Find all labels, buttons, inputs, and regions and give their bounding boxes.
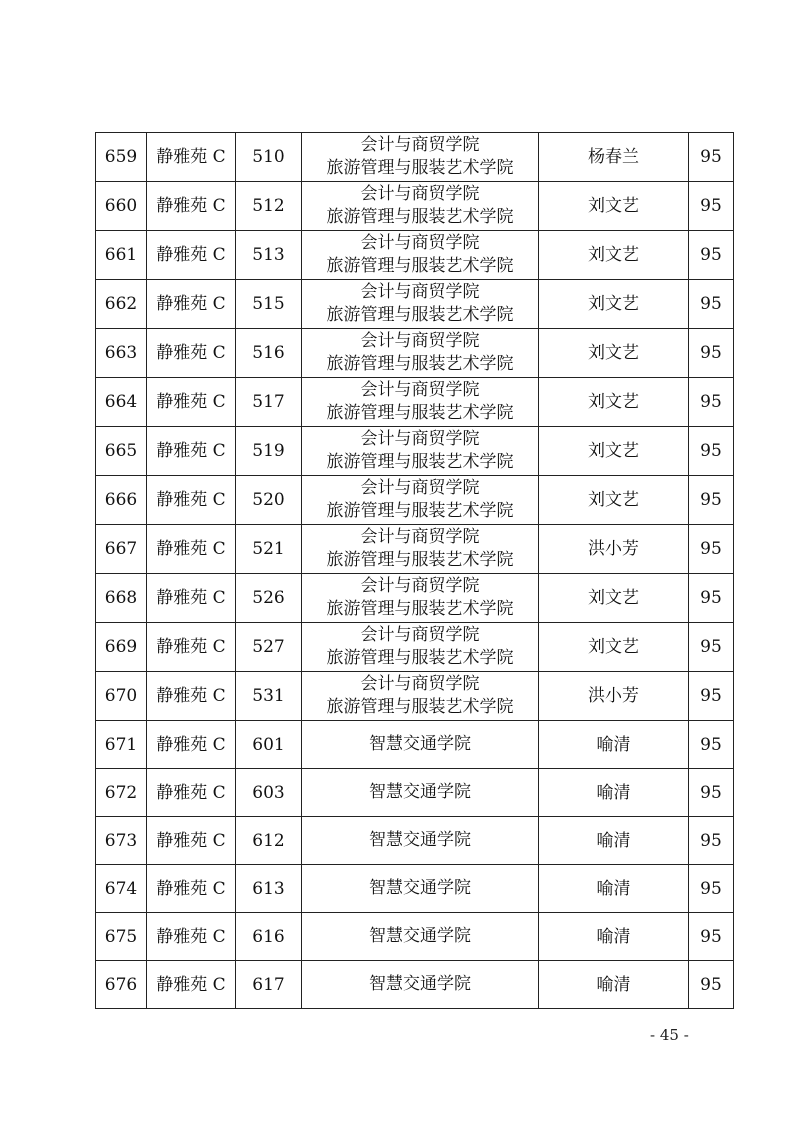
score-cell: 95 — [689, 913, 734, 961]
college-cell — [302, 231, 539, 280]
college-name-line: 智慧交通学院 — [369, 782, 471, 802]
college-name-line: 会计与商贸学院 — [360, 625, 480, 645]
row-number-cell: 667 — [96, 525, 147, 574]
building-cell: 静雅苑 C — [147, 672, 236, 721]
building-cell: 静雅苑 C — [147, 231, 236, 280]
score-cell: 95 — [689, 133, 734, 182]
building-cell: 静雅苑 C — [147, 525, 236, 574]
college-cell — [302, 280, 539, 329]
manager-cell: 刘文艺 — [539, 182, 689, 231]
manager-cell: 喻清 — [539, 817, 689, 865]
score-cell: 95 — [689, 672, 734, 721]
room-number-cell: 612 — [236, 817, 302, 865]
college-name-line: 旅游管理与服装艺术学院 — [326, 697, 514, 717]
table-row — [96, 913, 734, 961]
building-cell: 静雅苑 C — [147, 329, 236, 378]
dorm-score-table — [95, 132, 734, 1009]
score-cell: 95 — [689, 378, 734, 427]
score-cell: 95 — [689, 476, 734, 525]
manager-cell: 喻清 — [539, 913, 689, 961]
score-cell: 95 — [689, 525, 734, 574]
college-cell — [302, 525, 539, 574]
table-row — [96, 574, 734, 623]
room-number-cell: 517 — [236, 378, 302, 427]
row-number-cell: 672 — [96, 769, 147, 817]
row-number-cell: 664 — [96, 378, 147, 427]
manager-cell: 喻清 — [539, 721, 689, 769]
score-cell: 95 — [689, 574, 734, 623]
college-name-line: 旅游管理与服装艺术学院 — [326, 550, 514, 570]
table-row — [96, 769, 734, 817]
room-number-cell: 510 — [236, 133, 302, 182]
row-number-cell: 666 — [96, 476, 147, 525]
college-name-line: 会计与商贸学院 — [360, 184, 480, 204]
room-number-cell: 513 — [236, 231, 302, 280]
building-cell: 静雅苑 C — [147, 961, 236, 1009]
score-cell: 95 — [689, 329, 734, 378]
manager-cell: 喻清 — [539, 769, 689, 817]
table-row — [96, 182, 734, 231]
college-name-line: 会计与商贸学院 — [360, 233, 480, 253]
room-number-cell: 617 — [236, 961, 302, 1009]
college-name-line: 智慧交通学院 — [369, 830, 471, 850]
college-name-line: 会计与商贸学院 — [360, 380, 480, 400]
manager-cell: 喻清 — [539, 961, 689, 1009]
row-number-cell: 671 — [96, 721, 147, 769]
college-name-line: 智慧交通学院 — [369, 974, 471, 994]
manager-cell: 喻清 — [539, 865, 689, 913]
row-number-cell: 663 — [96, 329, 147, 378]
score-cell: 95 — [689, 231, 734, 280]
college-name-line: 会计与商贸学院 — [360, 674, 480, 694]
college-cell — [302, 378, 539, 427]
college-name-line: 会计与商贸学院 — [360, 135, 480, 155]
row-number-cell: 662 — [96, 280, 147, 329]
building-cell: 静雅苑 C — [147, 476, 236, 525]
table-row — [96, 865, 734, 913]
score-cell: 95 — [689, 769, 734, 817]
table-row — [96, 672, 734, 721]
manager-cell: 刘文艺 — [539, 574, 689, 623]
college-cell — [302, 721, 539, 769]
building-cell: 静雅苑 C — [147, 769, 236, 817]
table-row — [96, 378, 734, 427]
table-row — [96, 133, 734, 182]
score-cell: 95 — [689, 721, 734, 769]
college-cell — [302, 865, 539, 913]
row-number-cell: 676 — [96, 961, 147, 1009]
college-name-line: 会计与商贸学院 — [360, 478, 480, 498]
score-cell: 95 — [689, 182, 734, 231]
building-cell: 静雅苑 C — [147, 817, 236, 865]
row-number-cell: 674 — [96, 865, 147, 913]
score-cell: 95 — [689, 865, 734, 913]
table-row — [96, 623, 734, 672]
row-number-cell: 673 — [96, 817, 147, 865]
college-cell — [302, 961, 539, 1009]
college-name-line: 智慧交通学院 — [369, 926, 471, 946]
table-row — [96, 280, 734, 329]
manager-cell: 洪小芳 — [539, 672, 689, 721]
score-cell: 95 — [689, 280, 734, 329]
table-row — [96, 427, 734, 476]
college-name-line: 会计与商贸学院 — [360, 576, 480, 596]
row-number-cell: 670 — [96, 672, 147, 721]
college-cell — [302, 574, 539, 623]
room-number-cell: 616 — [236, 913, 302, 961]
manager-cell: 刘文艺 — [539, 623, 689, 672]
building-cell: 静雅苑 C — [147, 721, 236, 769]
manager-cell: 刘文艺 — [539, 427, 689, 476]
building-cell: 静雅苑 C — [147, 378, 236, 427]
row-number-cell: 659 — [96, 133, 147, 182]
college-name-line: 旅游管理与服装艺术学院 — [326, 501, 514, 521]
score-cell: 95 — [689, 623, 734, 672]
college-cell — [302, 672, 539, 721]
page-number: - 45 - — [650, 1026, 689, 1044]
table-row — [96, 961, 734, 1009]
college-cell — [302, 133, 539, 182]
college-name-line: 旅游管理与服装艺术学院 — [326, 305, 514, 325]
building-cell: 静雅苑 C — [147, 913, 236, 961]
building-cell: 静雅苑 C — [147, 427, 236, 476]
college-name-line: 智慧交通学院 — [369, 878, 471, 898]
college-name-line: 旅游管理与服装艺术学院 — [326, 403, 514, 423]
room-number-cell: 519 — [236, 427, 302, 476]
room-number-cell: 520 — [236, 476, 302, 525]
manager-cell: 刘文艺 — [539, 378, 689, 427]
row-number-cell: 668 — [96, 574, 147, 623]
room-number-cell: 512 — [236, 182, 302, 231]
table-row — [96, 329, 734, 378]
room-number-cell: 603 — [236, 769, 302, 817]
college-name-line: 旅游管理与服装艺术学院 — [326, 256, 514, 276]
manager-cell: 杨春兰 — [539, 133, 689, 182]
row-number-cell: 661 — [96, 231, 147, 280]
room-number-cell: 516 — [236, 329, 302, 378]
table-row — [96, 817, 734, 865]
score-cell: 95 — [689, 817, 734, 865]
building-cell: 静雅苑 C — [147, 182, 236, 231]
college-name-line: 会计与商贸学院 — [360, 527, 480, 547]
table-row — [96, 476, 734, 525]
manager-cell: 刘文艺 — [539, 280, 689, 329]
table-row — [96, 525, 734, 574]
college-cell — [302, 769, 539, 817]
score-cell: 95 — [689, 961, 734, 1009]
college-cell — [302, 623, 539, 672]
row-number-cell: 665 — [96, 427, 147, 476]
row-number-cell: 660 — [96, 182, 147, 231]
building-cell: 静雅苑 C — [147, 280, 236, 329]
college-name-line: 旅游管理与服装艺术学院 — [326, 599, 514, 619]
college-name-line: 旅游管理与服装艺术学院 — [326, 648, 514, 668]
room-number-cell: 531 — [236, 672, 302, 721]
score-cell: 95 — [689, 427, 734, 476]
room-number-cell: 601 — [236, 721, 302, 769]
college-cell — [302, 427, 539, 476]
college-name-line: 智慧交通学院 — [369, 734, 471, 754]
college-name-line: 会计与商贸学院 — [360, 429, 480, 449]
building-cell: 静雅苑 C — [147, 623, 236, 672]
college-name-line: 旅游管理与服装艺术学院 — [326, 452, 514, 472]
building-cell: 静雅苑 C — [147, 574, 236, 623]
college-cell — [302, 329, 539, 378]
college-cell — [302, 182, 539, 231]
room-number-cell: 515 — [236, 280, 302, 329]
building-cell: 静雅苑 C — [147, 133, 236, 182]
manager-cell: 刘文艺 — [539, 476, 689, 525]
college-name-line: 旅游管理与服装艺术学院 — [326, 207, 514, 227]
college-name-line: 会计与商贸学院 — [360, 331, 480, 351]
row-number-cell: 675 — [96, 913, 147, 961]
manager-cell: 刘文艺 — [539, 231, 689, 280]
table-row — [96, 721, 734, 769]
room-number-cell: 527 — [236, 623, 302, 672]
college-name-line: 旅游管理与服装艺术学院 — [326, 158, 514, 178]
room-number-cell: 521 — [236, 525, 302, 574]
row-number-cell: 669 — [96, 623, 147, 672]
manager-cell: 洪小芳 — [539, 525, 689, 574]
college-cell — [302, 817, 539, 865]
college-cell — [302, 913, 539, 961]
college-cell — [302, 476, 539, 525]
table-row — [96, 231, 734, 280]
building-cell: 静雅苑 C — [147, 865, 236, 913]
manager-cell: 刘文艺 — [539, 329, 689, 378]
college-name-line: 会计与商贸学院 — [360, 282, 480, 302]
room-number-cell: 526 — [236, 574, 302, 623]
room-number-cell: 613 — [236, 865, 302, 913]
college-name-line: 旅游管理与服装艺术学院 — [326, 354, 514, 374]
